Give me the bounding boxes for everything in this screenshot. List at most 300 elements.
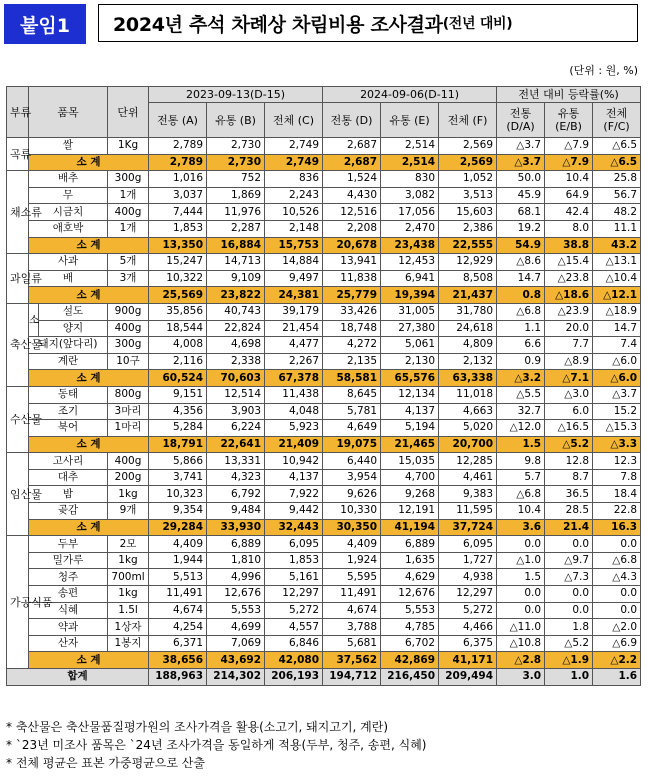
value-cell: 11,491 — [323, 586, 381, 603]
price-table — [6, 86, 641, 686]
value-cell: 2,243 — [265, 187, 323, 204]
col-d: 전통 (D) — [323, 103, 381, 138]
value-cell: 1.5 — [497, 569, 545, 586]
value-cell: 0.0 — [593, 536, 641, 553]
total-value: 216,450 — [381, 669, 439, 686]
unit-cell: 5개 — [108, 254, 149, 271]
table-row — [7, 337, 641, 354]
value-cell: 12,191 — [381, 503, 439, 520]
value-cell: 12,516 — [323, 204, 381, 221]
attachment-badge: 붙임1 — [4, 4, 86, 44]
subtotal-value: 15,753 — [265, 237, 323, 254]
value-cell: 2,208 — [323, 220, 381, 237]
value-cell: 0.0 — [497, 586, 545, 603]
item-cell: 배 — [29, 270, 108, 287]
value-cell: △16.5 — [545, 420, 593, 437]
value-cell: 4,785 — [381, 619, 439, 636]
subtotal-value: 19,075 — [323, 436, 381, 453]
category-cell: 수산물 — [7, 386, 29, 452]
table-row — [7, 552, 641, 569]
value-cell: 9,268 — [381, 486, 439, 503]
subtotal-value: 63,338 — [439, 370, 497, 387]
col-period2: 2024-09-06(D-11) — [323, 87, 497, 103]
subtotal-value: 58,581 — [323, 370, 381, 387]
subtotal-value: 21,409 — [265, 436, 323, 453]
value-cell: 2,132 — [439, 353, 497, 370]
col-da: 전통 (D/A) — [497, 103, 545, 138]
value-cell: △5.2 — [545, 635, 593, 652]
footnote: * 축산물은 축산물품질평가원의 조사가격을 활용(소고기, 돼지고기, 계란) — [6, 720, 389, 734]
total-value: 188,963 — [149, 669, 207, 686]
item-cell: 돼지(앞다리) — [29, 337, 108, 354]
unit-cell: 1개 — [108, 220, 149, 237]
value-cell: 11,595 — [439, 503, 497, 520]
table-row — [7, 503, 641, 520]
value-cell: 68.1 — [497, 204, 545, 221]
value-cell: 2,569 — [439, 138, 497, 155]
value-cell: △15.4 — [545, 254, 593, 271]
subtotal-value: 41,171 — [439, 652, 497, 669]
value-cell: 9,383 — [439, 486, 497, 503]
value-cell: △6.8 — [497, 303, 545, 320]
value-cell: △6.5 — [593, 138, 641, 155]
value-cell: 0.0 — [593, 602, 641, 619]
value-cell: 2,386 — [439, 220, 497, 237]
value-cell: 6.6 — [497, 337, 545, 354]
subtotal-value: △3.7 — [497, 154, 545, 171]
subtotal-label: 소 계 — [29, 237, 149, 254]
table-row — [7, 586, 641, 603]
footnotes — [6, 718, 426, 772]
total-value: 1.6 — [593, 669, 641, 686]
col-item: 품목 — [29, 87, 108, 138]
item-cell: 송편 — [29, 586, 108, 603]
value-cell: 28.5 — [545, 503, 593, 520]
title-main: 2024년 추석 차례상 차림비용 조사결과 — [113, 13, 443, 36]
subtotal-value: △2.8 — [497, 652, 545, 669]
item-cell: 양지 — [39, 320, 108, 337]
col-eb: 유통 (E/B) — [545, 103, 593, 138]
value-cell: 4,698 — [207, 337, 265, 354]
value-cell: 15,035 — [381, 453, 439, 470]
subtotal-label: 소 계 — [29, 154, 149, 171]
table-row — [7, 171, 641, 188]
value-cell: 7,922 — [265, 486, 323, 503]
table-row — [7, 486, 641, 503]
value-cell: 14.7 — [593, 320, 641, 337]
subtotal-value: 24,381 — [265, 287, 323, 304]
value-cell: 14,884 — [265, 254, 323, 271]
unit-cell: 900g — [108, 303, 149, 320]
value-cell: 6,371 — [149, 635, 207, 652]
item-cell: 계란 — [29, 353, 108, 370]
subtotal-value: 2,514 — [381, 154, 439, 171]
table-row — [7, 386, 641, 403]
value-cell: 2,730 — [207, 138, 265, 155]
value-cell: △23.9 — [545, 303, 593, 320]
value-cell: 5,061 — [381, 337, 439, 354]
value-cell: 4,461 — [439, 469, 497, 486]
value-cell: 12,676 — [207, 586, 265, 603]
subtotal-value: 43.2 — [593, 237, 641, 254]
subtotal-value: 2,749 — [265, 154, 323, 171]
item-cell: 애호박 — [29, 220, 108, 237]
unit-cell: 2모 — [108, 536, 149, 553]
item-cell: 밀가루 — [29, 552, 108, 569]
value-cell: △8.6 — [497, 254, 545, 271]
subtotal-value: 23,822 — [207, 287, 265, 304]
value-cell: 9,626 — [323, 486, 381, 503]
value-cell: 836 — [265, 171, 323, 188]
subtotal-value: △6.5 — [593, 154, 641, 171]
value-cell: △6.0 — [593, 353, 641, 370]
value-cell: △18.9 — [593, 303, 641, 320]
table-row — [7, 569, 641, 586]
value-cell: 10,330 — [323, 503, 381, 520]
value-cell: 7,444 — [149, 204, 207, 221]
value-cell: 4,674 — [323, 602, 381, 619]
value-cell: 1,016 — [149, 171, 207, 188]
value-cell: △3.7 — [497, 138, 545, 155]
subtotal-value: 32,443 — [265, 519, 323, 536]
value-cell: 31,780 — [439, 303, 497, 320]
value-cell: 7.8 — [593, 469, 641, 486]
subtotal-value: 67,378 — [265, 370, 323, 387]
subtotal-value: 2,730 — [207, 154, 265, 171]
subtotal-value: 16.3 — [593, 519, 641, 536]
subtotal-value: 20,700 — [439, 436, 497, 453]
value-cell: 4,254 — [149, 619, 207, 636]
value-cell: 5,553 — [381, 602, 439, 619]
value-cell: 5,553 — [207, 602, 265, 619]
value-cell: 4,700 — [381, 469, 439, 486]
value-cell: 4,649 — [323, 420, 381, 437]
unit-cell: 700ml — [108, 569, 149, 586]
unit-cell: 200g — [108, 469, 149, 486]
value-cell: 0.0 — [545, 536, 593, 553]
value-cell: 9,151 — [149, 386, 207, 403]
item-cell: 북어 — [29, 420, 108, 437]
value-cell: 4,699 — [207, 619, 265, 636]
col-c: 전체 (C) — [265, 103, 323, 138]
item-cell: 사과 — [29, 254, 108, 271]
unit-note: (단위 : 원, %) — [569, 64, 638, 77]
subtotal-value: 19,394 — [381, 287, 439, 304]
value-cell: 5,194 — [381, 420, 439, 437]
value-cell: 42.4 — [545, 204, 593, 221]
table-row — [7, 635, 641, 652]
value-cell: 12,297 — [439, 586, 497, 603]
value-cell: 3,082 — [381, 187, 439, 204]
col-change: 전년 대비 등락률(%) — [497, 87, 641, 103]
unit-cell: 300g — [108, 337, 149, 354]
value-cell: 12,453 — [381, 254, 439, 271]
unit-cell: 1Kg — [108, 138, 149, 155]
value-cell: 2,514 — [381, 138, 439, 155]
total-value: 3.0 — [497, 669, 545, 686]
subcategory-cell: 소 — [29, 303, 39, 336]
subtotal-value: 3.6 — [497, 519, 545, 536]
value-cell: △3.7 — [593, 386, 641, 403]
subtotal-row — [7, 652, 641, 669]
value-cell: 4,430 — [323, 187, 381, 204]
subtotal-value: 25,779 — [323, 287, 381, 304]
value-cell: 2,267 — [265, 353, 323, 370]
value-cell: 2,470 — [381, 220, 439, 237]
footnote: * 전체 평균은 표본 가중평균으로 산출 — [6, 756, 205, 770]
subtotal-label: 소 계 — [29, 436, 149, 453]
subtotal-value: 1.5 — [497, 436, 545, 453]
value-cell: 48.2 — [593, 204, 641, 221]
value-cell: 9,354 — [149, 503, 207, 520]
unit-cell: 1.5l — [108, 602, 149, 619]
table-row — [7, 187, 641, 204]
table-row — [7, 403, 641, 420]
value-cell: 5,284 — [149, 420, 207, 437]
value-cell: 27,380 — [381, 320, 439, 337]
value-cell: 9,109 — [207, 270, 265, 287]
table-row — [7, 602, 641, 619]
value-cell: 5,923 — [265, 420, 323, 437]
subtotal-value: △18.6 — [545, 287, 593, 304]
table-row — [7, 420, 641, 437]
value-cell: 40,743 — [207, 303, 265, 320]
value-cell: 3,903 — [207, 403, 265, 420]
unit-cell: 9개 — [108, 503, 149, 520]
subtotal-label: 소 계 — [29, 370, 149, 387]
total-value: 209,494 — [439, 669, 497, 686]
value-cell: △3.0 — [545, 386, 593, 403]
unit-cell: 1상자 — [108, 619, 149, 636]
value-cell: △6.9 — [593, 635, 641, 652]
value-cell: 33,426 — [323, 303, 381, 320]
total-value: 214,302 — [207, 669, 265, 686]
subtotal-value: △3.3 — [593, 436, 641, 453]
value-cell: 1.1 — [497, 320, 545, 337]
value-cell: 2,687 — [323, 138, 381, 155]
value-cell: 6,375 — [439, 635, 497, 652]
value-cell: 5,272 — [265, 602, 323, 619]
value-cell: 0.0 — [497, 536, 545, 553]
value-cell: 9,442 — [265, 503, 323, 520]
value-cell: 4,323 — [207, 469, 265, 486]
subtotal-value: 60,524 — [149, 370, 207, 387]
value-cell: 5,513 — [149, 569, 207, 586]
item-cell: 무 — [29, 187, 108, 204]
subtotal-value: △1.9 — [545, 652, 593, 669]
value-cell: 12,514 — [207, 386, 265, 403]
subtotal-value: 41,194 — [381, 519, 439, 536]
value-cell: 10.4 — [497, 503, 545, 520]
category-cell: 채소류 — [7, 171, 29, 254]
subtotal-value: 2,569 — [439, 154, 497, 171]
value-cell: 22,824 — [207, 320, 265, 337]
value-cell: 64.9 — [545, 187, 593, 204]
value-cell: 15,247 — [149, 254, 207, 271]
value-cell: △5.5 — [497, 386, 545, 403]
subtotal-value: 0.8 — [497, 287, 545, 304]
subtotal-value: 22,555 — [439, 237, 497, 254]
item-cell: 고사리 — [29, 453, 108, 470]
value-cell: 4,663 — [439, 403, 497, 420]
page-title — [98, 4, 638, 42]
value-cell: △23.8 — [545, 270, 593, 287]
subtotal-value: 21.4 — [545, 519, 593, 536]
value-cell: 4,557 — [265, 619, 323, 636]
subtotal-value: 54.9 — [497, 237, 545, 254]
subtotal-value: 42,869 — [381, 652, 439, 669]
subtotal-row — [7, 436, 641, 453]
value-cell: 9.8 — [497, 453, 545, 470]
col-b: 유통 (B) — [207, 103, 265, 138]
unit-cell: 1kg — [108, 552, 149, 569]
value-cell: △6.8 — [497, 486, 545, 503]
subtotal-value: 42,080 — [265, 652, 323, 669]
value-cell: 9,484 — [207, 503, 265, 520]
value-cell: 35,856 — [149, 303, 207, 320]
subtotal-value: △3.2 — [497, 370, 545, 387]
value-cell: 0.0 — [497, 602, 545, 619]
value-cell: 3,741 — [149, 469, 207, 486]
value-cell: 1,635 — [381, 552, 439, 569]
value-cell: 752 — [207, 171, 265, 188]
item-cell: 시금치 — [29, 204, 108, 221]
value-cell: 11,838 — [323, 270, 381, 287]
value-cell: 5,781 — [323, 403, 381, 420]
value-cell: 1.8 — [545, 619, 593, 636]
unit-cell: 300g — [108, 171, 149, 188]
total-value: 1.0 — [545, 669, 593, 686]
subtotal-row — [7, 287, 641, 304]
category-cell: 임산물 — [7, 453, 29, 536]
value-cell: 11,438 — [265, 386, 323, 403]
value-cell: 8,508 — [439, 270, 497, 287]
value-cell: 3,954 — [323, 469, 381, 486]
value-cell: 4,048 — [265, 403, 323, 420]
value-cell: 12,134 — [381, 386, 439, 403]
value-cell: 0.0 — [593, 586, 641, 603]
value-cell: 5,161 — [265, 569, 323, 586]
item-cell: 산자 — [29, 635, 108, 652]
value-cell: 1,524 — [323, 171, 381, 188]
value-cell: 15.2 — [593, 403, 641, 420]
subtotal-label: 소 계 — [29, 519, 149, 536]
subtotal-row — [7, 519, 641, 536]
value-cell: 4,008 — [149, 337, 207, 354]
item-cell: 배추 — [29, 171, 108, 188]
value-cell: △7.9 — [545, 138, 593, 155]
item-cell: 청주 — [29, 569, 108, 586]
value-cell: 6,095 — [439, 536, 497, 553]
value-cell: 3,037 — [149, 187, 207, 204]
item-cell: 식혜 — [29, 602, 108, 619]
value-cell: 4,996 — [207, 569, 265, 586]
table-row — [7, 254, 641, 271]
value-cell: 2,749 — [265, 138, 323, 155]
table-row — [7, 204, 641, 221]
table-row — [7, 469, 641, 486]
value-cell: 0.0 — [545, 602, 593, 619]
item-cell: 밤 — [29, 486, 108, 503]
col-a: 전통 (A) — [149, 103, 207, 138]
unit-cell: 3마리 — [108, 403, 149, 420]
value-cell: 4,409 — [149, 536, 207, 553]
value-cell: 5,866 — [149, 453, 207, 470]
col-fc: 전체 (F/C) — [593, 103, 641, 138]
table-row — [7, 138, 641, 155]
subtotal-row — [7, 154, 641, 171]
value-cell: 6,702 — [381, 635, 439, 652]
value-cell: 6,889 — [381, 536, 439, 553]
value-cell: 4,938 — [439, 569, 497, 586]
value-cell: 1,853 — [265, 552, 323, 569]
subtotal-value: 2,789 — [149, 154, 207, 171]
value-cell: 1,727 — [439, 552, 497, 569]
value-cell: 6,941 — [381, 270, 439, 287]
value-cell: 12,929 — [439, 254, 497, 271]
unit-cell: 1마리 — [108, 420, 149, 437]
value-cell: 31,005 — [381, 303, 439, 320]
value-cell: 18,748 — [323, 320, 381, 337]
value-cell: 6,889 — [207, 536, 265, 553]
category-cell: 곡류 — [7, 138, 29, 171]
item-cell: 쌀 — [29, 138, 108, 155]
value-cell: 14.7 — [497, 270, 545, 287]
value-cell: 20.0 — [545, 320, 593, 337]
category-cell: 가공식품 — [7, 536, 29, 669]
value-cell: 4,629 — [381, 569, 439, 586]
value-cell: 12.8 — [545, 453, 593, 470]
value-cell: 13,331 — [207, 453, 265, 470]
value-cell: 6.0 — [545, 403, 593, 420]
value-cell: 10,322 — [149, 270, 207, 287]
value-cell: 45.9 — [497, 187, 545, 204]
value-cell: 6,792 — [207, 486, 265, 503]
value-cell: 15,603 — [439, 204, 497, 221]
subtotal-value: 21,465 — [381, 436, 439, 453]
value-cell: 830 — [381, 171, 439, 188]
item-cell: 조기 — [29, 403, 108, 420]
value-cell: △15.3 — [593, 420, 641, 437]
value-cell: 1,869 — [207, 187, 265, 204]
value-cell: 9,497 — [265, 270, 323, 287]
subtotal-value: △12.1 — [593, 287, 641, 304]
value-cell: 4,466 — [439, 619, 497, 636]
value-cell: 4,477 — [265, 337, 323, 354]
value-cell: 6,095 — [265, 536, 323, 553]
value-cell: 0.0 — [545, 586, 593, 603]
value-cell: 10.4 — [545, 171, 593, 188]
value-cell: 21,454 — [265, 320, 323, 337]
unit-cell: 1봉지 — [108, 635, 149, 652]
subtotal-value: 22,641 — [207, 436, 265, 453]
item-cell: 약과 — [29, 619, 108, 636]
value-cell: 17,056 — [381, 204, 439, 221]
col-period1: 2023-09-13(D-15) — [149, 87, 323, 103]
value-cell: 14,713 — [207, 254, 265, 271]
subtotal-value: 2,687 — [323, 154, 381, 171]
subtotal-value: 29,284 — [149, 519, 207, 536]
col-f: 전체 (F) — [439, 103, 497, 138]
value-cell: 10,942 — [265, 453, 323, 470]
value-cell: △8.9 — [545, 353, 593, 370]
col-category: 부류 — [7, 87, 29, 138]
value-cell: 10,323 — [149, 486, 207, 503]
value-cell: 4,137 — [265, 469, 323, 486]
value-cell: △12.0 — [497, 420, 545, 437]
value-cell: 11,976 — [207, 204, 265, 221]
subtotal-value: △7.1 — [545, 370, 593, 387]
